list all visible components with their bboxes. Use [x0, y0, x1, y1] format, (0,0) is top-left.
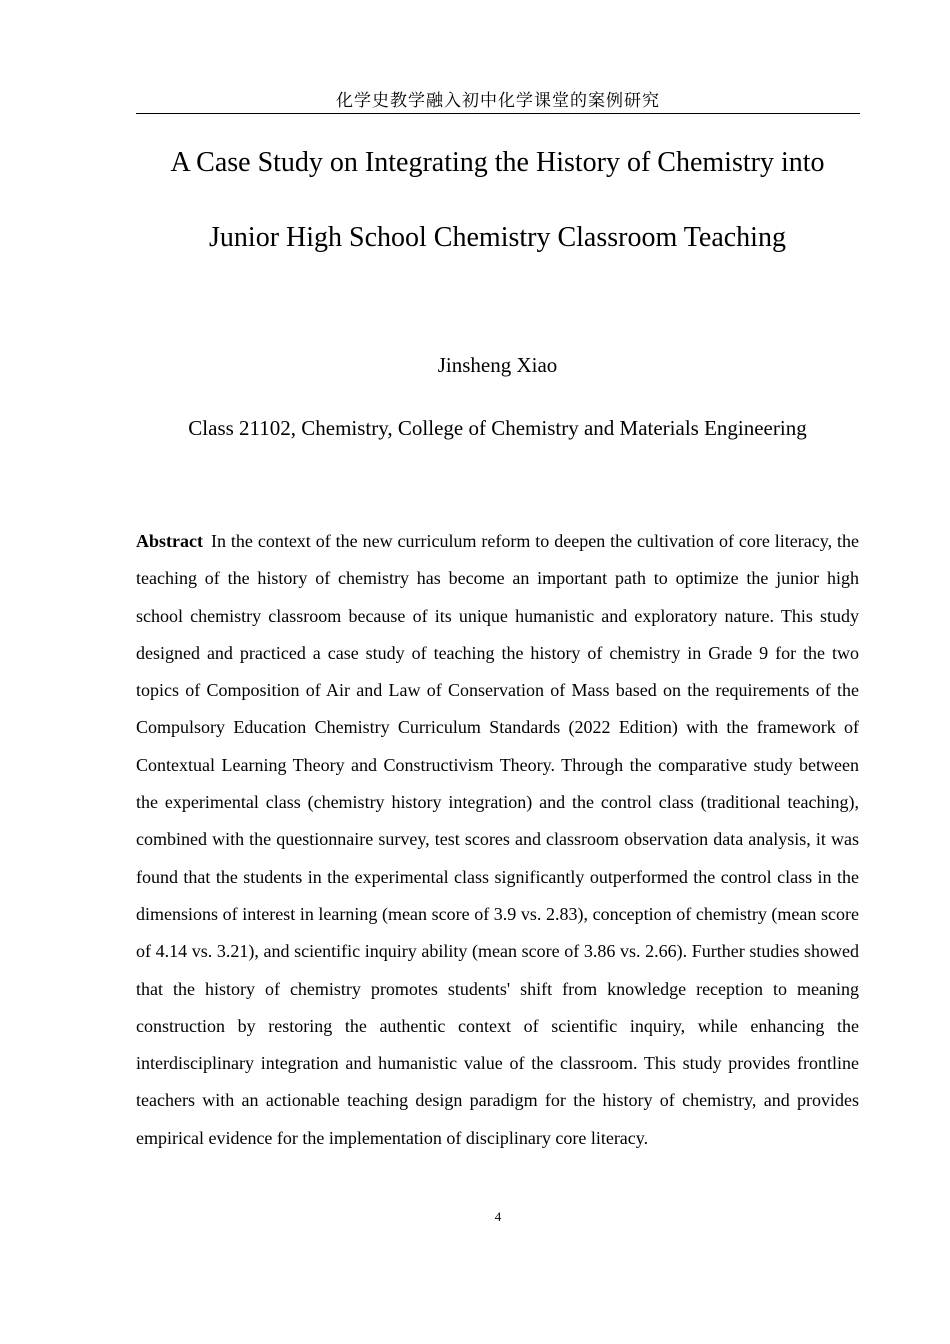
author-affiliation: Class 21102, Chemistry, College of Chemistry and Materials Engineering [188, 416, 807, 440]
page-number: 4 [494, 1209, 502, 1224]
author-name: Jinsheng Xiao [437, 353, 558, 377]
abstract-label: Abstract [136, 531, 203, 551]
running-header: 化学史教学融入初中化学课堂的案例研究 [136, 88, 860, 114]
paper-title-line-2: Junior High School Chemistry Classroom Teaching [209, 222, 786, 253]
abstract-text: In the context of the new curriculum reform to deepen the cultivation of core literacy, the teaching of the history of chemistry has become an important path to optimize the junior high school chemistry classroom because of its unique humanistic and exploratory nature. This study designed and practiced a case study of teaching the history of chemistry in Grade 9 for the two topics of Composition of Air and Law of Conservation of Mass based on the requirements of the Compulsory Education Chemistry Curriculum Standards (2022 Edition) with the framework of Contextual Learning Theory and Constructivism Theory. Through the comparative study between the experimental class (chemistry history integration) and the control class (traditional teaching), combined with the questionnaire survey, test scores and classroom observation data analysis, it was found that the students in the experimental class significantly outperformed the control class in the dimensions of interest in learning (mean score of 3.9 vs. 2.83), conception of chemistry (mean score of 4.14 vs. 3.21), and scientific inquiry ability (mean score of 3.86 vs. 2.66). Further studies showed that the history of chemistry promotes students' shift from knowledge reception to meaning construction by restoring the authentic context of scientific inquiry, while enhancing the interdisciplinary integration and humanistic value of the classroom. This study provides frontline teachers with an actionable teaching design paradigm for the history of chemistry, and provides empirical evidence for the implementation of disciplinary core literacy. [136, 531, 859, 1148]
abstract-paragraph [136, 523, 859, 1157]
paper-title-line-1: A Case Study on Integrating the History of Chemistry into [170, 147, 825, 178]
